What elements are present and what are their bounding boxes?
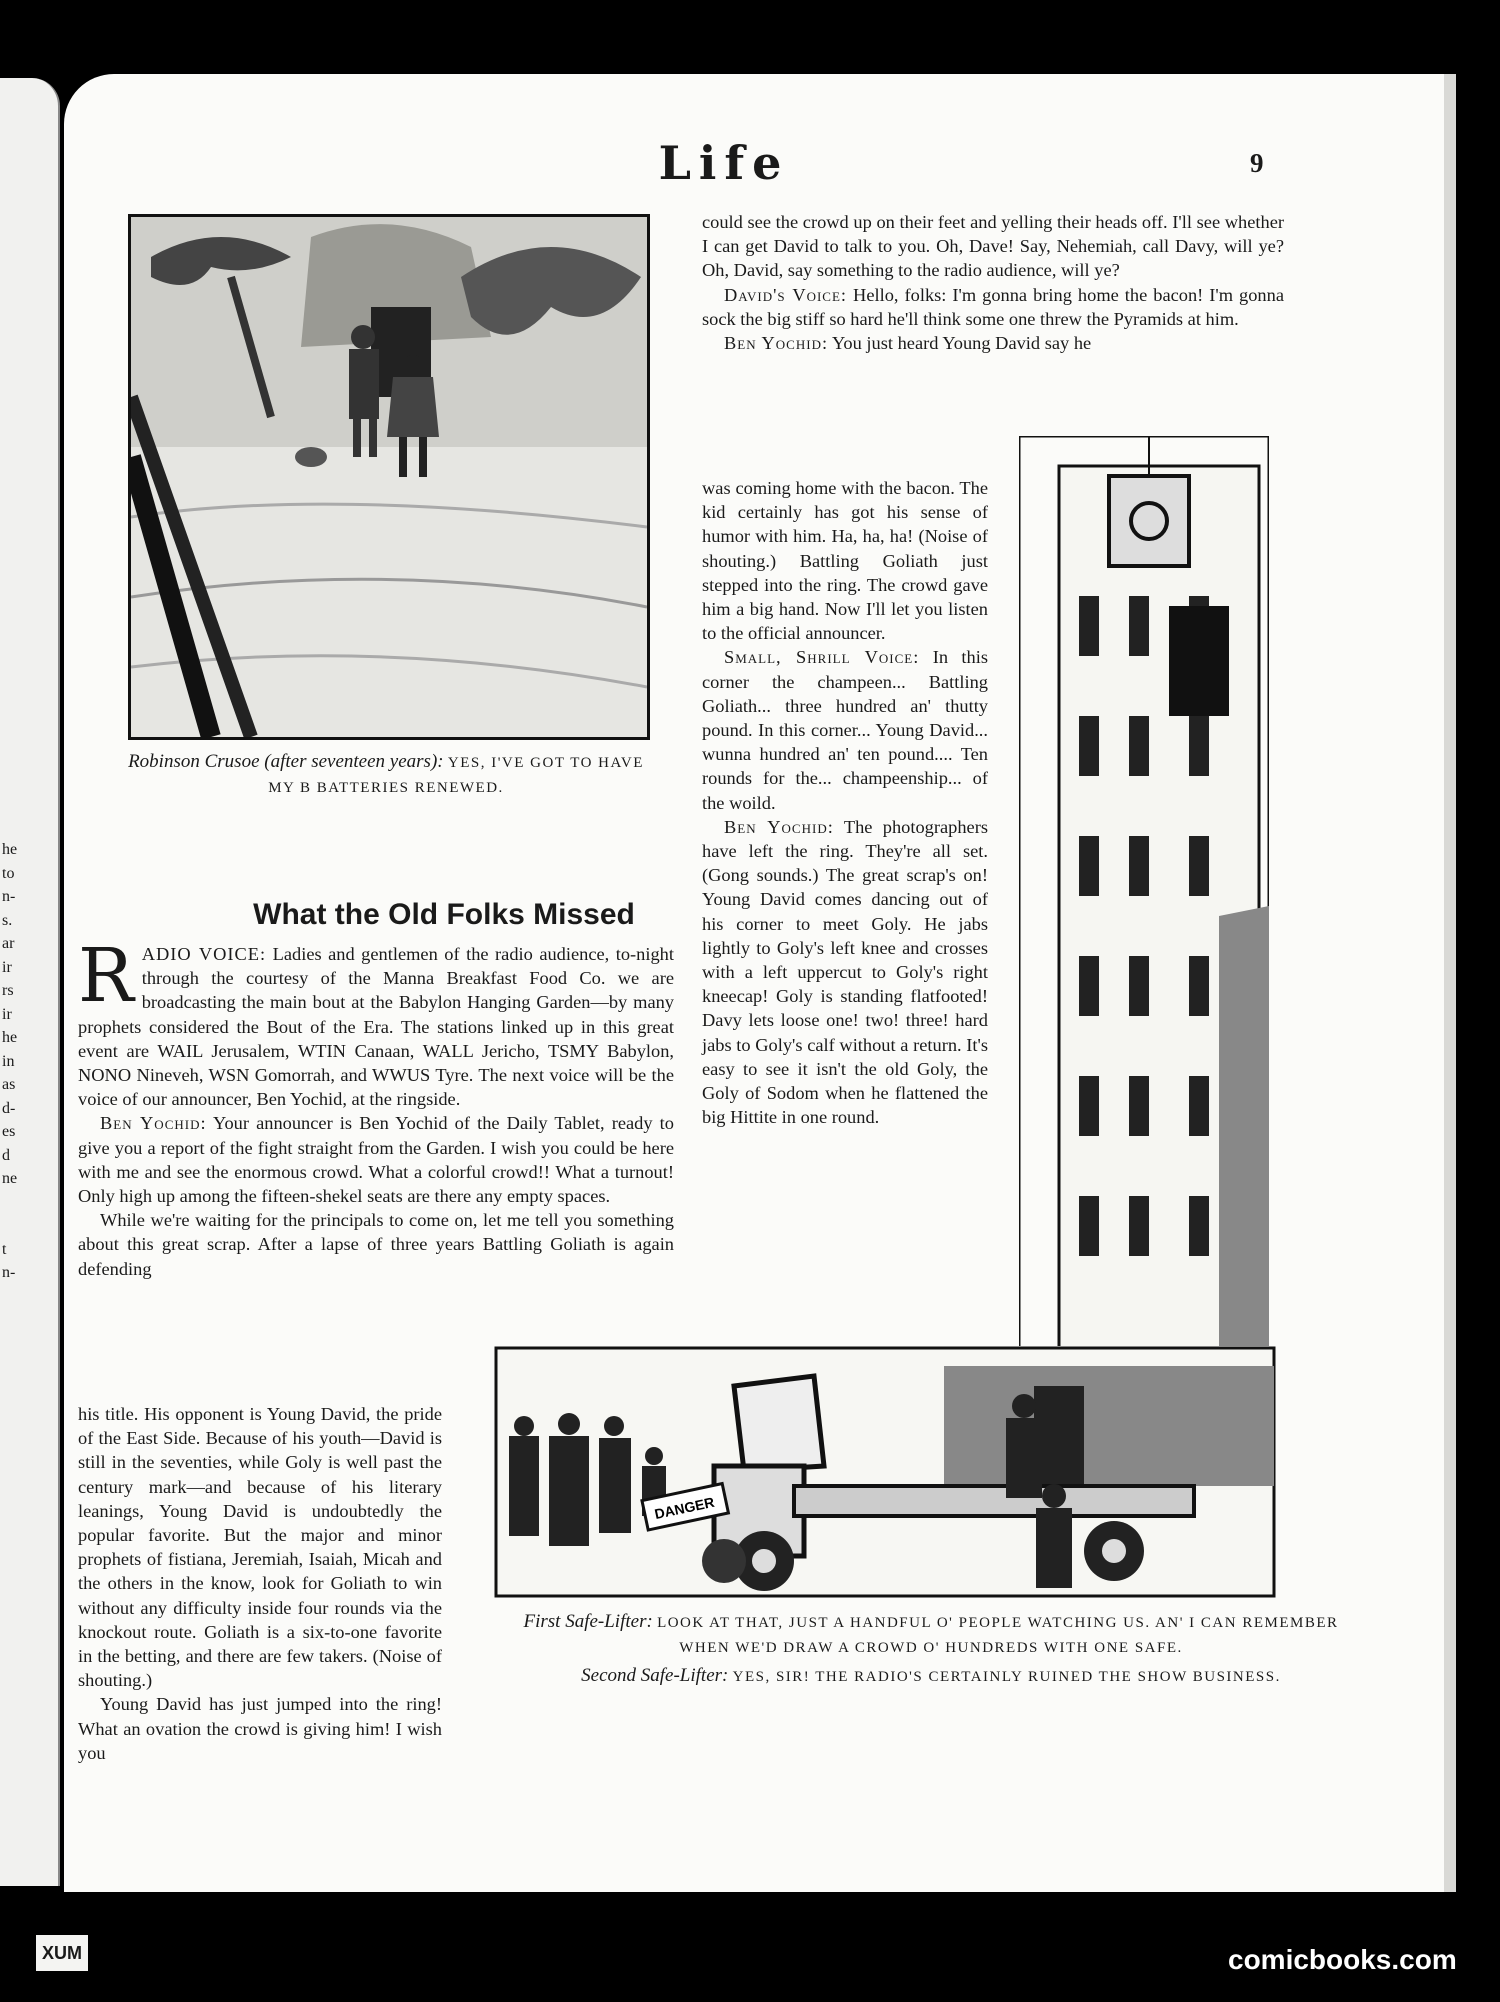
fragment-text: d (2, 1146, 10, 1164)
fragment-text: ir (2, 1005, 12, 1023)
paragraph-text: was coming home with the bacon. The kid certainly has got his sense of humor with him. Ha, ha, ha! (Noise of shouting.) Battling Goliath just stepped into the ring. The crowd gave him a big hand. Now I'll let you listen to the official announcer. (702, 478, 988, 644)
article-paragraph (78, 1402, 442, 1692)
fragment-text: to (2, 864, 15, 882)
paragraph-text: Hello, folks: I'm gonna bring home the bacon! I'm gonna sock the big stiff so hard he'll think some one threw the Pyramids at him. (702, 284, 1284, 329)
fragment-text: he (2, 841, 18, 858)
speaker-label: Ben Yochid: (724, 333, 829, 354)
article-column-1-narrow (78, 1402, 442, 1765)
article-paragraph (702, 645, 988, 814)
article-paragraph (702, 210, 1284, 283)
speaker-label: Small, Shrill Voice: (724, 647, 920, 668)
truck-caption-speaker-1: First Safe-Lifter: (523, 1611, 653, 1632)
paragraph-text: The photographers have left the ring. They're all set. (Gong sounds.) The great scrap's on! Young David comes dancing out of his corner to meet Goly. He jabs lightly to Goly's left knee and crosses with a left uppercut to Goly's right kneecap! Goly is standing flatfooted! Davy lets loose one! two! three! hard jabs to Goly's calf without a return. It's easy to see it isn't the old Goly, the Goly of Sodom when he flattened the big Hittite in one round. (702, 816, 988, 1128)
paragraph-text: Young David has just jumped into the ring! What an ovation the crowd is giving him! I wish you (78, 1694, 442, 1763)
fragment-text: in (2, 1052, 15, 1070)
article-paragraph (702, 283, 1284, 331)
speaker-label: Ben Yochid: (100, 1113, 207, 1134)
corner-tag: XUM (36, 1935, 88, 1971)
crusoe-drawing (131, 217, 647, 737)
fragment-text: ir (2, 958, 12, 976)
fragment-text (2, 1214, 17, 1238)
facing-page-edge (0, 78, 60, 1886)
truck-caption-text-1: LOOK AT THAT, JUST A HANDFUL O' PEOPLE WATCHING US. AN' I CAN REMEMBER WHEN WE'D DRAW A CROWD O' HUNDREDS WITH ONE SAFE. (657, 1615, 1339, 1656)
page-edge (1444, 74, 1456, 1892)
fragment-text: es (2, 1123, 16, 1140)
article-paragraph (78, 933, 674, 1111)
fragment-text: he (2, 1029, 18, 1046)
fragment-text (2, 1191, 17, 1215)
watermark-text: comicbooks.com (1228, 1944, 1457, 1975)
paragraph-text: In this corner the champeen... Battling Goliath... three hundred an' thutty pound. In this corner... Young David... wunna hundred an' ten pound.... Ten rounds for the... champeenship... of the woild. (702, 647, 988, 813)
fragment-text: as (2, 1076, 16, 1093)
truck-drawing (494, 1346, 1276, 1598)
drop-cap: R (78, 933, 134, 1019)
truck-caption (516, 1610, 1346, 1689)
truck-caption-text-2: YES, SIR! THE RADIO'S CERTAINLY RUINED THE SHOW BUSINESS. (732, 1669, 1281, 1685)
article-column-1 (78, 933, 674, 1281)
fragment-text: s. (2, 911, 13, 929)
article-column-2 (702, 210, 1284, 355)
paragraph-text: his title. His opponent is Young David, the pride of the East Side. Because of his youth—David is still in the seventies, while Goly is well past the century mark—and because of his literary leanings, Young David is undoubtedly the popular favorite. But the major and minor prophets of fistiana, Jeremiah, Isaiah, Micah and the others in the know, look for Goliath to win without any difficulty inside four rounds via the knockout route. Goliath is a six-to-one favorite in the betting, and there are few takers. (Noise of shouting.) (78, 1404, 442, 1691)
article-paragraph (702, 331, 1284, 355)
article-paragraph (702, 815, 988, 1130)
crusoe-caption-speaker: Robinson Crusoe (after seventeen years): (128, 751, 444, 772)
article-headline: What the Old Folks Missed (253, 898, 635, 931)
article-paragraph (702, 476, 988, 645)
speaker-label: ADIO VOICE: (141, 944, 267, 964)
page-number: 9 (1250, 148, 1264, 178)
crusoe-caption-text: YES, I'VE GOT TO HAVE MY B BATTERIES RENEWED. (268, 755, 644, 796)
paragraph-text: While we're waiting for the principals to come on, let me tell you something about this great scrap. After a lapse of three years Battling Goliath is again defending (78, 1210, 674, 1279)
article-column-2-narrow (702, 476, 988, 1129)
fragment-text: ar (2, 935, 15, 952)
paragraph-text: could see the crowd up on their feet and yelling their heads off. I'll see whether I can get David to talk to you. Oh, Dave! Say, Nehemiah, call Davy, will ye? Oh, David, say something to the radio audience, will ye? (702, 212, 1284, 281)
fragment-text: rs (2, 982, 14, 999)
article-paragraph (78, 1692, 442, 1765)
fragment-text: n- (2, 1264, 16, 1281)
speaker-label: David's Voice: (724, 284, 848, 305)
crusoe-caption (128, 750, 644, 800)
fragment-text: n- (2, 888, 16, 905)
paragraph-text: Your announcer is Ben Yochid of the Daily Tablet, ready to give you a report of the fight straight from the Garden. I wish you could be here with me and see the enormous crowd. What a colorful crowd!! What a turnout! Only high up among the fifteen-shekel seats are there any empty spaces. (78, 1113, 674, 1207)
masthead: Life (658, 136, 790, 190)
fragment-text: ne (2, 1170, 18, 1187)
truck-caption-speaker-2: Second Safe-Lifter: (581, 1665, 729, 1686)
facing-page-text-fragments (2, 838, 17, 1285)
article-paragraph (78, 1111, 674, 1208)
crusoe-illustration (128, 214, 650, 740)
magazine-page (64, 74, 1454, 1892)
fragment-text: d- (2, 1099, 16, 1117)
article-paragraph (78, 1208, 674, 1281)
speaker-label: Ben Yochid: (724, 816, 834, 837)
fragment-text: t (2, 1240, 7, 1258)
paragraph-text: Ladies and gentlemen of the radio audience, to-night through the courtesy of the Manna Breakfast Food Co. we are broadcasting the main bout at the Babylon Hanging Garden—by many prophets considered the Bout of the Era. The stations linked up in this great event are WAIL Jerusalem, WTIN Canaan, WALL Jericho, TSMY Babylon, NONO Nineveh, WSN Gomorrah, and WWUS Tyre. The next voice will be the voice of our announcer, Ben Yochid, at the ringside. (78, 944, 674, 1110)
paragraph-text: You just heard Young David say he (828, 333, 1092, 354)
danger-sign-text: DANGER (653, 1493, 716, 1523)
truck-illustration (494, 1346, 1276, 1598)
